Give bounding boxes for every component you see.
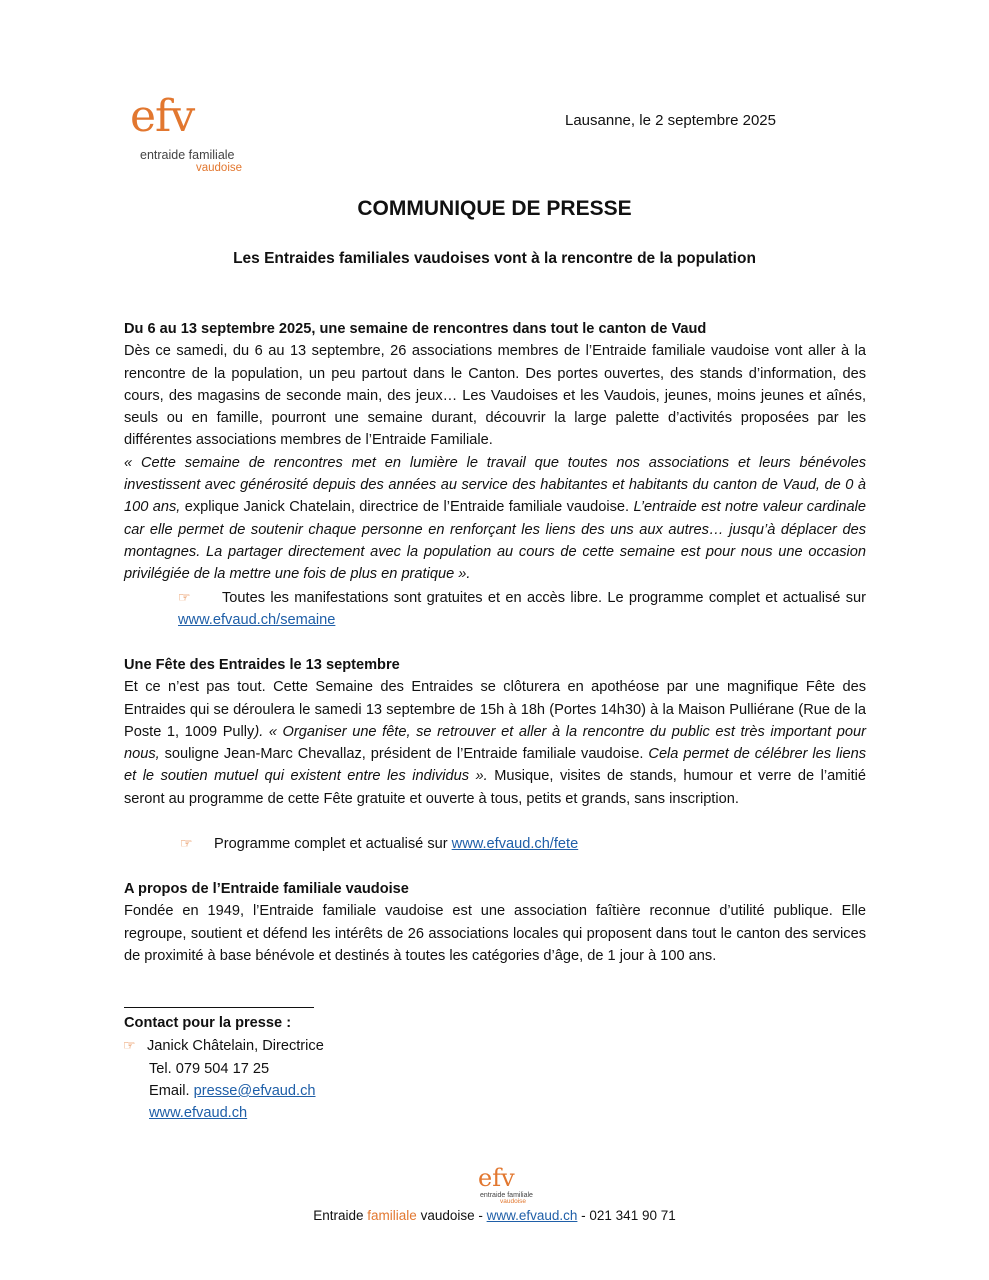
footer-logo: [474, 1164, 534, 1204]
section-paragraph: Et ce n’est pas tout. Cette Semaine des Entraides se clôturera en apothéose par une magnifique Fête des Entraides qui se déroulera le samedi 13 septembre de 15h à 18h (Portes 14h30) à la Maison Pulliérane (Rue de la Poste 1, 1009 Pully). « Organiser une fête, se retrouver et aller à la rencontre du public est très important pour nous, souligne Jean-Marc Chevallaz, président de l’Entraide familiale vaudoise. Cela permet de célébrer les liens et le soutien mutuel qui existent entre les individus ». Musique, visites de stands, humour et verre de l’amitié seront au programme de cette Fête gratuite et ouverte à tous, petits et grands, sans inscription.: [124, 679, 866, 807]
footer-website-link[interactable]: www.efvaud.ch: [486, 1208, 578, 1223]
contact-tel: Tel. 079 504 17 25: [149, 1060, 270, 1077]
page-subtitle: Les Entraides familiales vaudoises vont à la rencontre de la population: [233, 250, 756, 267]
section-heading: Du 6 au 13 septembre 2025, une semaine de rencontres dans tout le canton de Vaud: [124, 321, 707, 337]
section-week: [124, 318, 866, 586]
contact-name: Janick Châtelain, Directrice: [147, 1038, 324, 1055]
section-about: [124, 878, 866, 967]
footer-logo-line1: entraide familiale: [480, 1192, 533, 1199]
letter-date: Lausanne, le 2 septembre 2025: [565, 112, 776, 129]
footer-logo-mark: efv: [478, 1164, 515, 1192]
contact-block: [124, 1012, 866, 1124]
section-paragraph: Dès ce samedi, du 6 au 13 septembre, 26 associations membres de l’Entraide familiale vaudoise vont aller à la rencontre de la population, un peu partout dans le Canton. Des portes ouvertes, des stands d’information, des cours, des magasins de seconde main, des jeux… Les Vaudoises et les Vaudois, jeunes, moins jeunes et aînés, seuls ou en famille, pourront une semaine durant, découvrir la large palette d’activités proposées par les différentes associations membres de l’Entraide Familiale.: [124, 343, 866, 449]
page-title: COMMUNIQUE DE PRESSE: [357, 197, 632, 220]
bullet-fete: ☞ Programme complet et actualisé sur www.efvaud.ch/fete: [180, 832, 866, 855]
section-quote: « Cette semaine de rencontres met en lumière le travail que toutes nos associations et leurs bénévoles investissent avec générosité depuis des années au service des habitantes et habitants du canton de Vaud, de 0 à 100 ans, explique Janick Chatelain, directrice de l’Entraide familiale vaudoise. L’entraide est notre valeur cardinale car elle permet de soutenir chaque personne en renforçant les liens des uns aux autres… jusqu’à déplacer des montagnes. La partager directement avec la population au cours de cette semaine est pour nous une occasion privilégiée de la mettre une fois de plus en pratique ».: [124, 454, 867, 583]
pointing-hand-icon: ☞: [123, 1037, 136, 1054]
pointing-hand-icon: ☞: [178, 589, 191, 605]
divider: [124, 1007, 314, 1008]
logo-line1: entraide familiale: [140, 148, 235, 162]
section-heading: Une Fête des Entraides le 13 septembre: [124, 657, 400, 673]
contact-email-line: Email. presse@efvaud.ch: [149, 1082, 316, 1099]
pointing-hand-icon: ☞: [180, 835, 193, 851]
footer-logo-line2: vaudoise: [500, 1198, 527, 1205]
logo-mark: efv: [130, 91, 195, 142]
contact-heading: Contact pour la presse :: [124, 1015, 292, 1031]
section-fete: [124, 654, 866, 810]
section-heading: A propos de l’Entraide familiale vaudoise: [124, 881, 409, 897]
website-link[interactable]: www.efvaud.ch: [149, 1105, 248, 1122]
efv-logo: [130, 92, 270, 182]
footer-line: Entraide familiale vaudoise - www.efvaud.ch - 021 341 90 71: [313, 1208, 676, 1223]
section-paragraph: Fondée en 1949, l’Entraide familiale vaudoise est une association faîtière reconnue d’utilité publique. Elle regroupe, soutient et défend les intérêts de 26 associations locales qui proposent dans tout le canton des services de proximité à base bénévole et destinés à toutes les catégories d’âge, de 1 jour à 100 ans.: [124, 903, 866, 964]
email-link[interactable]: presse@efvaud.ch: [193, 1082, 316, 1099]
logo-line2: vaudoise: [196, 162, 243, 174]
link-semaine[interactable]: www.efvaud.ch/semaine: [178, 612, 336, 629]
bullet-week: ☞ Toutes les manifestations sont gratuites et en accès libre. Le programme complet et actualisé sur www.efvaud.ch/semaine: [178, 586, 866, 632]
link-fete[interactable]: www.efvaud.ch/fete: [451, 836, 579, 852]
